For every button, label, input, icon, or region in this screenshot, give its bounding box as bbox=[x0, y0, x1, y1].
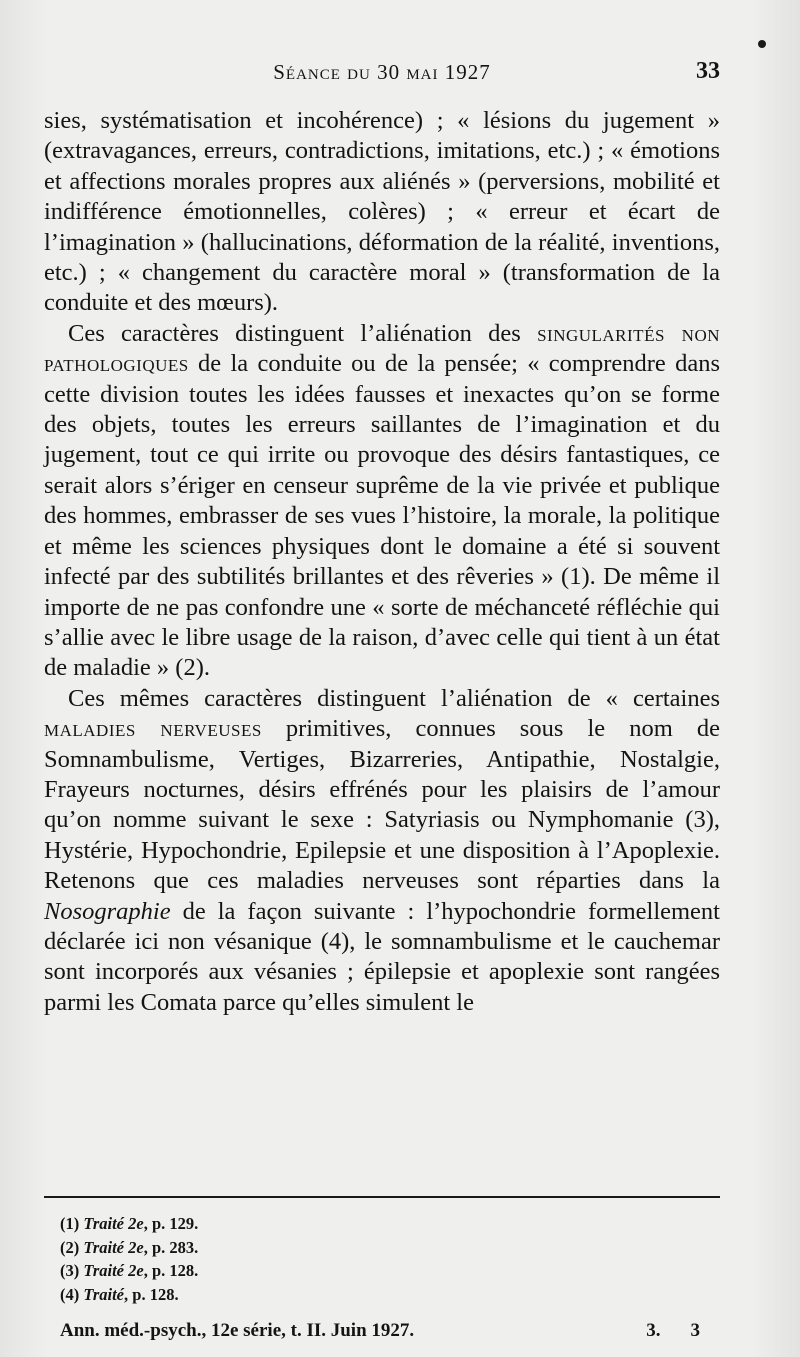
page-number: 33 bbox=[696, 58, 720, 84]
footnote-number: (3) bbox=[60, 1261, 80, 1280]
paragraph-3-text-b: primitives, connues sous le nom de Somnambulisme, Vertiges, Bizarreries, Antipathie, Nostalgie, Frayeurs nocturnes, désirs effrénés pour les plaisirs de l’amour qu’on nomme suivant le sexe : Satyriasis ou Nymphomanie (3), Hystérie, Hypochondrie, Epilepsie et une disposition à l’Apoplexie. Retenons que ces maladies nerveuses sont réparties dans la bbox=[44, 715, 720, 895]
footnote-title: Traité 2e bbox=[83, 1261, 144, 1280]
paragraph-2-text-a: Ces caractères distinguent l’aliénation des bbox=[68, 319, 538, 347]
italic-title: Nosographie bbox=[44, 897, 171, 925]
running-head: Séance du 30 mai 1927 bbox=[273, 60, 491, 84]
signature-mark-1: 3. bbox=[646, 1320, 661, 1341]
footnote-title: Traité 2e bbox=[83, 1237, 144, 1257]
small-caps-term: maladies nerveuses bbox=[44, 715, 262, 743]
footnote-ref: , p. 128. bbox=[124, 1284, 179, 1304]
page-footer bbox=[60, 1320, 700, 1348]
paragraph-1-text: sies, systématisation et incohérence) ; « lésions du jugement » (extravagances, erreurs, contradictions, imitations, etc.) ; « émotions et affections morales propres aux aliénés » (perversions, mobilité et indifférence émotionnelles, colères) ; « erreur et écart de l’imagination » (hallucinations, déformation de la réalité, inventions, etc.) ; « changement du caractère moral » (transformation de la conduite et des mœurs). bbox=[44, 107, 720, 317]
footnote-2 bbox=[60, 1236, 660, 1260]
paragraph-3-text-c: de la façon suivante : l’hypochondrie formellement déclarée ici non vésanique (4), le somnambulisme et le cauchemar sont incorporés aux vésanies ; épilepsie et apoplexie sont rangées parmi les Comata parce qu’elles simulent le bbox=[44, 897, 720, 1016]
footnote-title: Traité bbox=[83, 1284, 125, 1304]
footnote-rule bbox=[44, 1196, 720, 1198]
paragraph-3 bbox=[44, 684, 720, 1018]
footnotes bbox=[60, 1212, 660, 1306]
paragraph-1 bbox=[44, 106, 720, 319]
paragraph-2-text-b: de la conduite ou de la pensée; « comprendre dans cette division toutes les idées fausses et inexactes qu’on se forme des objets, toutes les erreurs saillantes de l’imagination et du jugement, tout ce qui irrite ou provoque des désirs fantastiques, ce serait alors s’ériger en censeur suprême de la vie privée et publique des hommes, embrasser de ses vues l’histoire, la morale, la politique et même les sciences physiques dont le domaine a été si souvent infecté par des subtilités brillantes et des rêveries » (1). De même il importe de ne pas confondre une « sorte de méchanceté réfléchie qui s’allie avec le libre usage de la raison, d’avec celle qui tient à un état de maladie » (2). bbox=[44, 350, 720, 682]
footnote-ref: , p. 283. bbox=[143, 1237, 199, 1257]
footnote-number: (4) bbox=[60, 1284, 80, 1304]
signature-mark-2: 3 bbox=[690, 1320, 700, 1341]
page-header bbox=[44, 58, 720, 92]
body-text bbox=[44, 106, 720, 1018]
paragraph-2 bbox=[44, 319, 720, 684]
small-caps-term: singularités non pathologiques bbox=[44, 319, 720, 378]
footnote-3 bbox=[60, 1259, 660, 1283]
footnote-number: (1) bbox=[60, 1214, 80, 1233]
footnote-ref: , p. 129. bbox=[143, 1214, 199, 1233]
journal-citation: Ann. méd.-psych., 12e série, t. II. Juin 1927. bbox=[60, 1320, 415, 1341]
footnote-title: Traité 2e bbox=[83, 1214, 144, 1233]
printer-signature bbox=[646, 1320, 700, 1342]
footnote-number: (2) bbox=[60, 1237, 80, 1257]
footnote-1 bbox=[60, 1212, 660, 1236]
ink-dot bbox=[758, 40, 766, 48]
footnote-4 bbox=[60, 1283, 660, 1307]
paragraph-3-text-a: Ces mêmes caractères distinguent l’aliénation de « certaines bbox=[68, 684, 720, 712]
footnote-ref: , p. 128. bbox=[143, 1261, 199, 1280]
